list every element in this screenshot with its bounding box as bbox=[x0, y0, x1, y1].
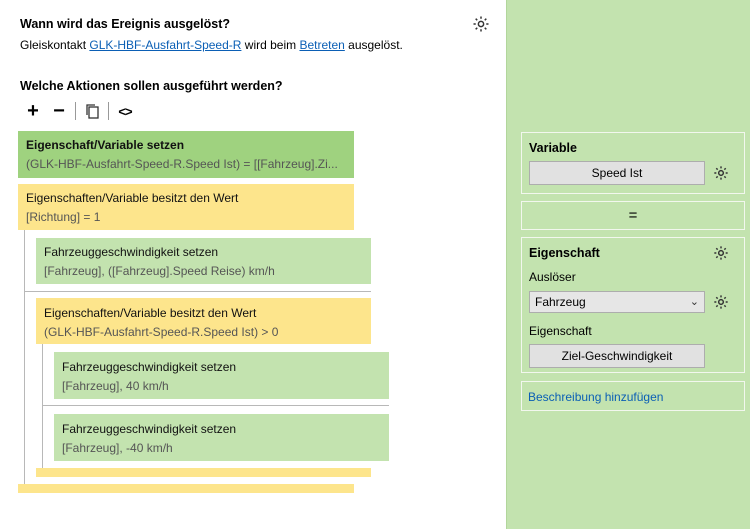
description-box bbox=[521, 381, 745, 411]
operator-label: = bbox=[628, 207, 638, 224]
action-detail: [Richtung] = 1 bbox=[26, 210, 101, 224]
actions-toolbar bbox=[22, 100, 136, 122]
action-title: Eigenschaften/Variable besitzt den Wert bbox=[26, 191, 239, 205]
trigger-suffix: ausgelöst. bbox=[344, 38, 403, 52]
trigger-middle: wird beim bbox=[241, 38, 300, 52]
trigger-prefix: Gleiskontakt bbox=[20, 38, 90, 52]
toolbar-separator bbox=[75, 102, 76, 120]
trigger-select[interactable] bbox=[529, 291, 705, 313]
action-detail: (GLK-HBF-Ausfahrt-Speed-R.Speed Ist) > 0 bbox=[44, 325, 279, 339]
variable-select-button[interactable]: Speed Ist bbox=[529, 161, 705, 185]
action-block-speed-reise[interactable] bbox=[36, 238, 371, 284]
action-detail: (GLK-HBF-Ausfahrt-Speed-R.Speed Ist) = [[Fahrzeug].Zi... bbox=[26, 157, 338, 171]
condition-block-speed-ist[interactable] bbox=[36, 298, 371, 344]
action-detail: [Fahrzeug], ([Fahrzeug].Speed Reise) km/h bbox=[44, 264, 275, 278]
variable-heading: Variable bbox=[529, 141, 577, 155]
trigger-description bbox=[20, 38, 403, 52]
action-detail: [Fahrzeug], 40 km/h bbox=[62, 379, 169, 393]
action-block-speed-40[interactable] bbox=[54, 352, 389, 399]
trigger-heading: Wann wird das Ereignis ausgelöst? bbox=[20, 17, 230, 31]
action-title: Fahrzeuggeschwindigkeit setzen bbox=[62, 360, 237, 374]
action-block-set-variable[interactable] bbox=[18, 131, 354, 178]
condition-block-end bbox=[18, 484, 354, 493]
event-link[interactable]: Betreten bbox=[299, 38, 345, 52]
action-title: Fahrzeuggeschwindigkeit setzen bbox=[62, 422, 237, 436]
property-select-button[interactable]: Ziel-Geschwindigkeit bbox=[529, 344, 705, 368]
add-action-button[interactable]: + bbox=[27, 99, 39, 122]
condition-block-richtung[interactable] bbox=[18, 184, 354, 230]
remove-action-button[interactable]: − bbox=[53, 99, 65, 122]
tree-line bbox=[42, 405, 389, 406]
properties-panel bbox=[506, 0, 750, 529]
variable-box bbox=[521, 132, 745, 194]
toolbar-separator bbox=[108, 102, 109, 120]
tree-line bbox=[24, 291, 371, 292]
condition-block-end bbox=[36, 468, 371, 477]
code-view-button[interactable]: <> bbox=[118, 103, 132, 119]
actions-heading: Welche Aktionen sollen ausgeführt werden? bbox=[20, 79, 283, 93]
property-heading: Eigenschaft bbox=[529, 246, 600, 260]
action-block-speed-minus-40[interactable] bbox=[54, 414, 389, 461]
property-label: Eigenschaft bbox=[529, 324, 592, 338]
chevron-down-icon: ⌄ bbox=[689, 296, 699, 308]
action-title: Eigenschaften/Variable besitzt den Wert bbox=[44, 306, 257, 320]
action-detail: [Fahrzeug], -40 km/h bbox=[62, 441, 173, 455]
tree-line bbox=[24, 230, 25, 484]
contact-link[interactable]: GLK-HBF-Ausfahrt-Speed-R bbox=[89, 38, 242, 52]
gear-icon[interactable] bbox=[713, 165, 729, 181]
add-description-link[interactable]: Beschreibung hinzufügen bbox=[528, 390, 664, 404]
gear-icon[interactable] bbox=[713, 245, 729, 261]
gear-icon[interactable] bbox=[472, 15, 490, 33]
trigger-select-value: Fahrzeug bbox=[535, 295, 586, 309]
copy-icon bbox=[85, 103, 100, 120]
action-title: Eigenschaft/Variable setzen bbox=[26, 138, 185, 152]
operator-box[interactable] bbox=[521, 201, 745, 230]
property-box bbox=[521, 237, 745, 373]
action-title: Fahrzeuggeschwindigkeit setzen bbox=[44, 245, 219, 259]
trigger-label: Auslöser bbox=[529, 270, 576, 284]
copy-action-button[interactable] bbox=[81, 100, 103, 122]
gear-icon[interactable] bbox=[713, 294, 729, 310]
